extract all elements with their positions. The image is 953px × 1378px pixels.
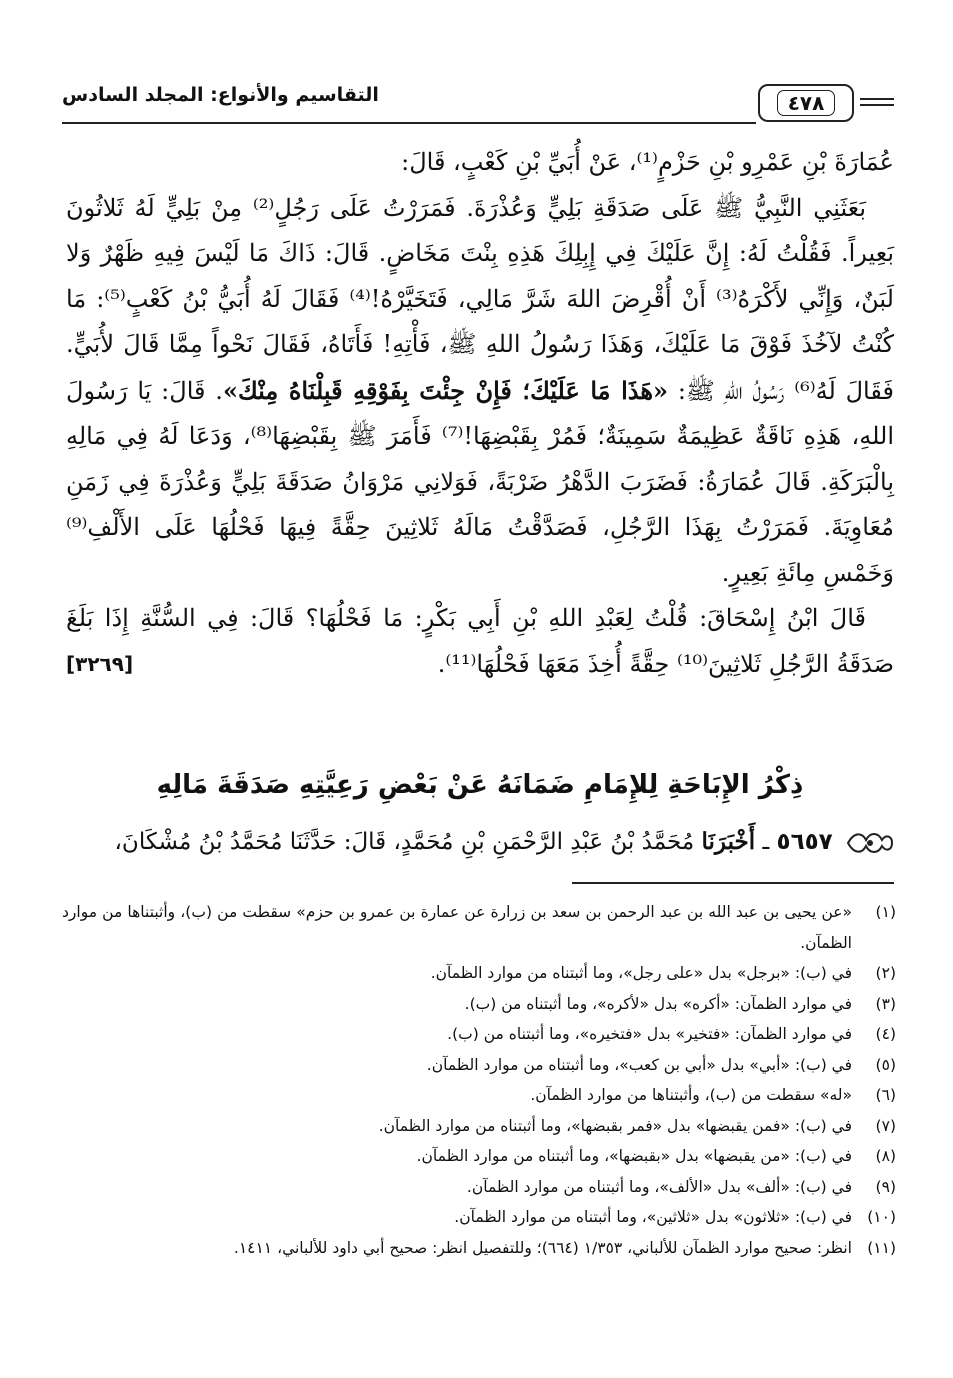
- footnote-text: في (ب): «ألف» بدل «الألف»، وما أثبتناه من موارد الظمآن.: [466, 1177, 852, 1196]
- footnote: [62, 1080, 896, 1111]
- footnote-number: (٩): [875, 1177, 896, 1196]
- header-ornament-rule: [860, 98, 894, 100]
- footnote: [62, 1233, 896, 1264]
- footnotes: [62, 897, 896, 1263]
- narration-text: قَالَ ابْنُ إِسْحَاقَ: قُلْتُ لِعَبْدِ اللهِ بْنِ أَبِي بَكْرٍ: مَا فَحْلُهَا؟ قَالَ: فِي السُّنَّةِ إِذَا بَلَغَ صَدَقَةُ الرَّجُلِ ثَلاثِينَ⁽¹⁰⁾ حِقَّةً أُخِذَ مَعَهَا فَحْلُهَا⁽¹¹⁾.: [66, 604, 894, 678]
- narration-text: بَعَثَنِي النَّبِيُّ ﷺ عَلَى صَدَقَةِ بَلِيٍّ وَعُذْرَةَ. فَمَرَرْتُ عَلَى رَجُلٍ⁽²⁾ مِنْ بَلِيٍّ لَهُ ثَلاثُونَ بَعِيراً. فَقُلْتُ لَهُ: إِنَّ عَلَيْكَ فِي إِبِلِكَ هَذِهِ بِنْتَ مَخَاضٍ. قَالَ: ذَاكَ مَا لَيْسَ فِيهِ ظَهْرٌ وَلا لَبَنٌ، وَإِنِّي لأَكْرَهُ⁽³⁾ أَنْ أُقْرِضَ اللهَ شَرَّ مَالِي، فَتَخَيَّرْهُ!⁽⁴⁾ فَقَالَ لَهُ أُبَيُّ بْنُ كَعْبٍ⁽⁵⁾: مَا كُنْتُ لآخُذَ فَوْقَ مَا عَلَيْكَ، وَهَذَا رَسُولُ اللهِ ﷺ، فَأْتِهِ! فَأَتَاهُ، فَقَالَ نَحْواً مِمَّا قَالَ لأُبَيٍّ. فَقَالَ لَهُ⁽⁶⁾ رَسُولُ اللهِ ﷺ:: [66, 193, 894, 405]
- footnote-number: (١١): [867, 1238, 896, 1257]
- paragraph: [66, 186, 894, 597]
- narration-text: . قَالَ: يَا رَسُولَ اللهِ، هَذِهِ نَاقَةٌ عَظِيمَةٌ سَمِينَةٌ؛ فَمُرْ بِقَبْضِهَا!⁽⁷⁾ فَأَمَرَ ﷺ بِقَبْضِهَا⁽⁸⁾، وَدَعَا لَهُ فِي مَالِهِ بِالْبَرَكَةِ. قَالَ عُمَارَةُ: فَضَرَبَ الدَّهْرُ ضَرْبَةً، فَوَلانِي مَرْوَانُ صَدَقَةَ بَلِيٍّ وَعُذْرَةَ فِي زَمَنِ مُعَاوِيَةَ. فَمَرَرْتُ بِهَذَا الرَّجُلِ، فَصَدَّقْتُ مَالَهُ ثَلاثِينَ حِقَّةً فِيهَا فَحْلُهَا عَلَى الأَلْفِ⁽⁹⁾ وَخَمْسِ مِائَةِ بَعِيرٍ.: [66, 376, 894, 587]
- footnote: [62, 1019, 896, 1050]
- footnote-text: انظر: صحيح موارد الظمآن للألباني، ١/٣٥٣ (٦٦٤)؛ وللتفصيل انظر: صحيح أبي داود للألباني، ١٤١١.: [233, 1238, 852, 1257]
- footnote-number: (٨): [875, 1147, 896, 1165]
- page-number-frame: [758, 84, 854, 122]
- footnote-text: في (ب): «فمن يقبضها» بدل «فمر بقبضها»، وما أثبتناه من موارد الظمآن.: [378, 1116, 852, 1135]
- footnote-text: «له» سقطت من (ب)، وأثبتناها من موارد الظمآن.: [530, 1086, 852, 1104]
- footnote-text: في موارد الظمآن: «أكره» بدل «لأكره»، وما أثبتناه من (ب).: [464, 994, 852, 1013]
- footnote: [62, 1172, 896, 1203]
- footnote-number: (١): [875, 903, 896, 921]
- ornament-icon: [846, 830, 894, 856]
- paragraph: [66, 596, 894, 687]
- dash: ـ: [762, 829, 770, 855]
- footnote-number: (١٠): [867, 1208, 896, 1226]
- footnote-text: في (ب): «برجل» بدل «على رجل»، وما أثبتناه من موارد الظمآن.: [430, 964, 852, 982]
- footnote-number: (٢): [875, 964, 896, 982]
- header-ornament-rule: [860, 104, 894, 106]
- paragraph: عُمَارَةَ بْنِ عَمْرِو بْنِ حَزْمٍ⁽¹⁾، عَنْ أُبَيِّ بْنِ كَعْبٍ، قَالَ:: [401, 148, 894, 176]
- running-title: التقاسيم والأنواع: المجلد السادس: [62, 84, 379, 106]
- footnote-separator: [572, 882, 894, 884]
- footnote: [62, 1141, 896, 1172]
- footnote: [62, 897, 896, 958]
- hadith-reference: [٣٢٦٩]: [66, 651, 134, 676]
- footnote-text: «عن يحيى بن عبد الله بن عبد الرحمن بن سعد بن زرارة عن عمارة بن عمرو بن حزم» سقطت من (ب)، وأثبتناها من موارد الظمآن.: [62, 903, 852, 952]
- next-hadith-line: [66, 828, 894, 856]
- footnote: [62, 1111, 896, 1142]
- footnote-text: في (ب): «من يقبضها» بدل «بقبضها»، وما أثبتناه من موارد الظمآن.: [416, 1147, 852, 1165]
- footnote-text: في (ب): «أبي» بدل «أبي بن كعب»، وما أثبتناه من موارد الظمآن.: [426, 1055, 852, 1074]
- main-text: [66, 140, 894, 687]
- footnote-number: (٤): [875, 1025, 896, 1043]
- akhbarana-word: أَخْبَرَنَا: [701, 828, 756, 855]
- page-number: ٤٧٨: [777, 90, 836, 116]
- footnote-number: (٧): [875, 1116, 896, 1135]
- footnote: [62, 1202, 896, 1233]
- footnote: [62, 958, 896, 989]
- footnote-number: (٣): [875, 994, 896, 1013]
- footnote-number: (٥): [875, 1055, 896, 1074]
- prophetic-quote: «هَذَا مَا عَلَيْكَ؛ فَإِنْ جِئْتَ بِفَوْقِهِ قَبِلْنَاهُ مِنْكَ»: [222, 375, 668, 405]
- footnote-text: في موارد الظمآن: «فتخير» بدل «فتخيره»، وما أثبتناه من (ب).: [447, 1025, 852, 1043]
- page-header: [62, 84, 894, 124]
- footnote: [62, 1050, 896, 1081]
- footnote: [62, 989, 896, 1020]
- isnad-text: مُحَمَّدُ بْنُ عَبْدِ الرَّحْمَنِ بْنِ مُحَمَّدٍ، قَالَ: حَدَّثَنَا مُحَمَّدُ بْنُ مُشْكَانَ،: [114, 829, 695, 855]
- footnote-number: (٦): [875, 1086, 896, 1104]
- header-rule: [62, 122, 756, 124]
- footnote-text: في (ب): «ثلاثون» بدل «ثلاثين»، وما أثبتناه من موارد الظمآن.: [454, 1208, 852, 1226]
- hadith-number: ٥٦٥٧: [776, 829, 833, 855]
- chapter-title: ذِكْرُ الإِبَاحَةِ لِلإِمَامِ ضَمَانَهُ عَنْ بَعْضِ رَعِيَّتِهِ صَدَقَةَ مَالِهِ: [156, 770, 804, 800]
